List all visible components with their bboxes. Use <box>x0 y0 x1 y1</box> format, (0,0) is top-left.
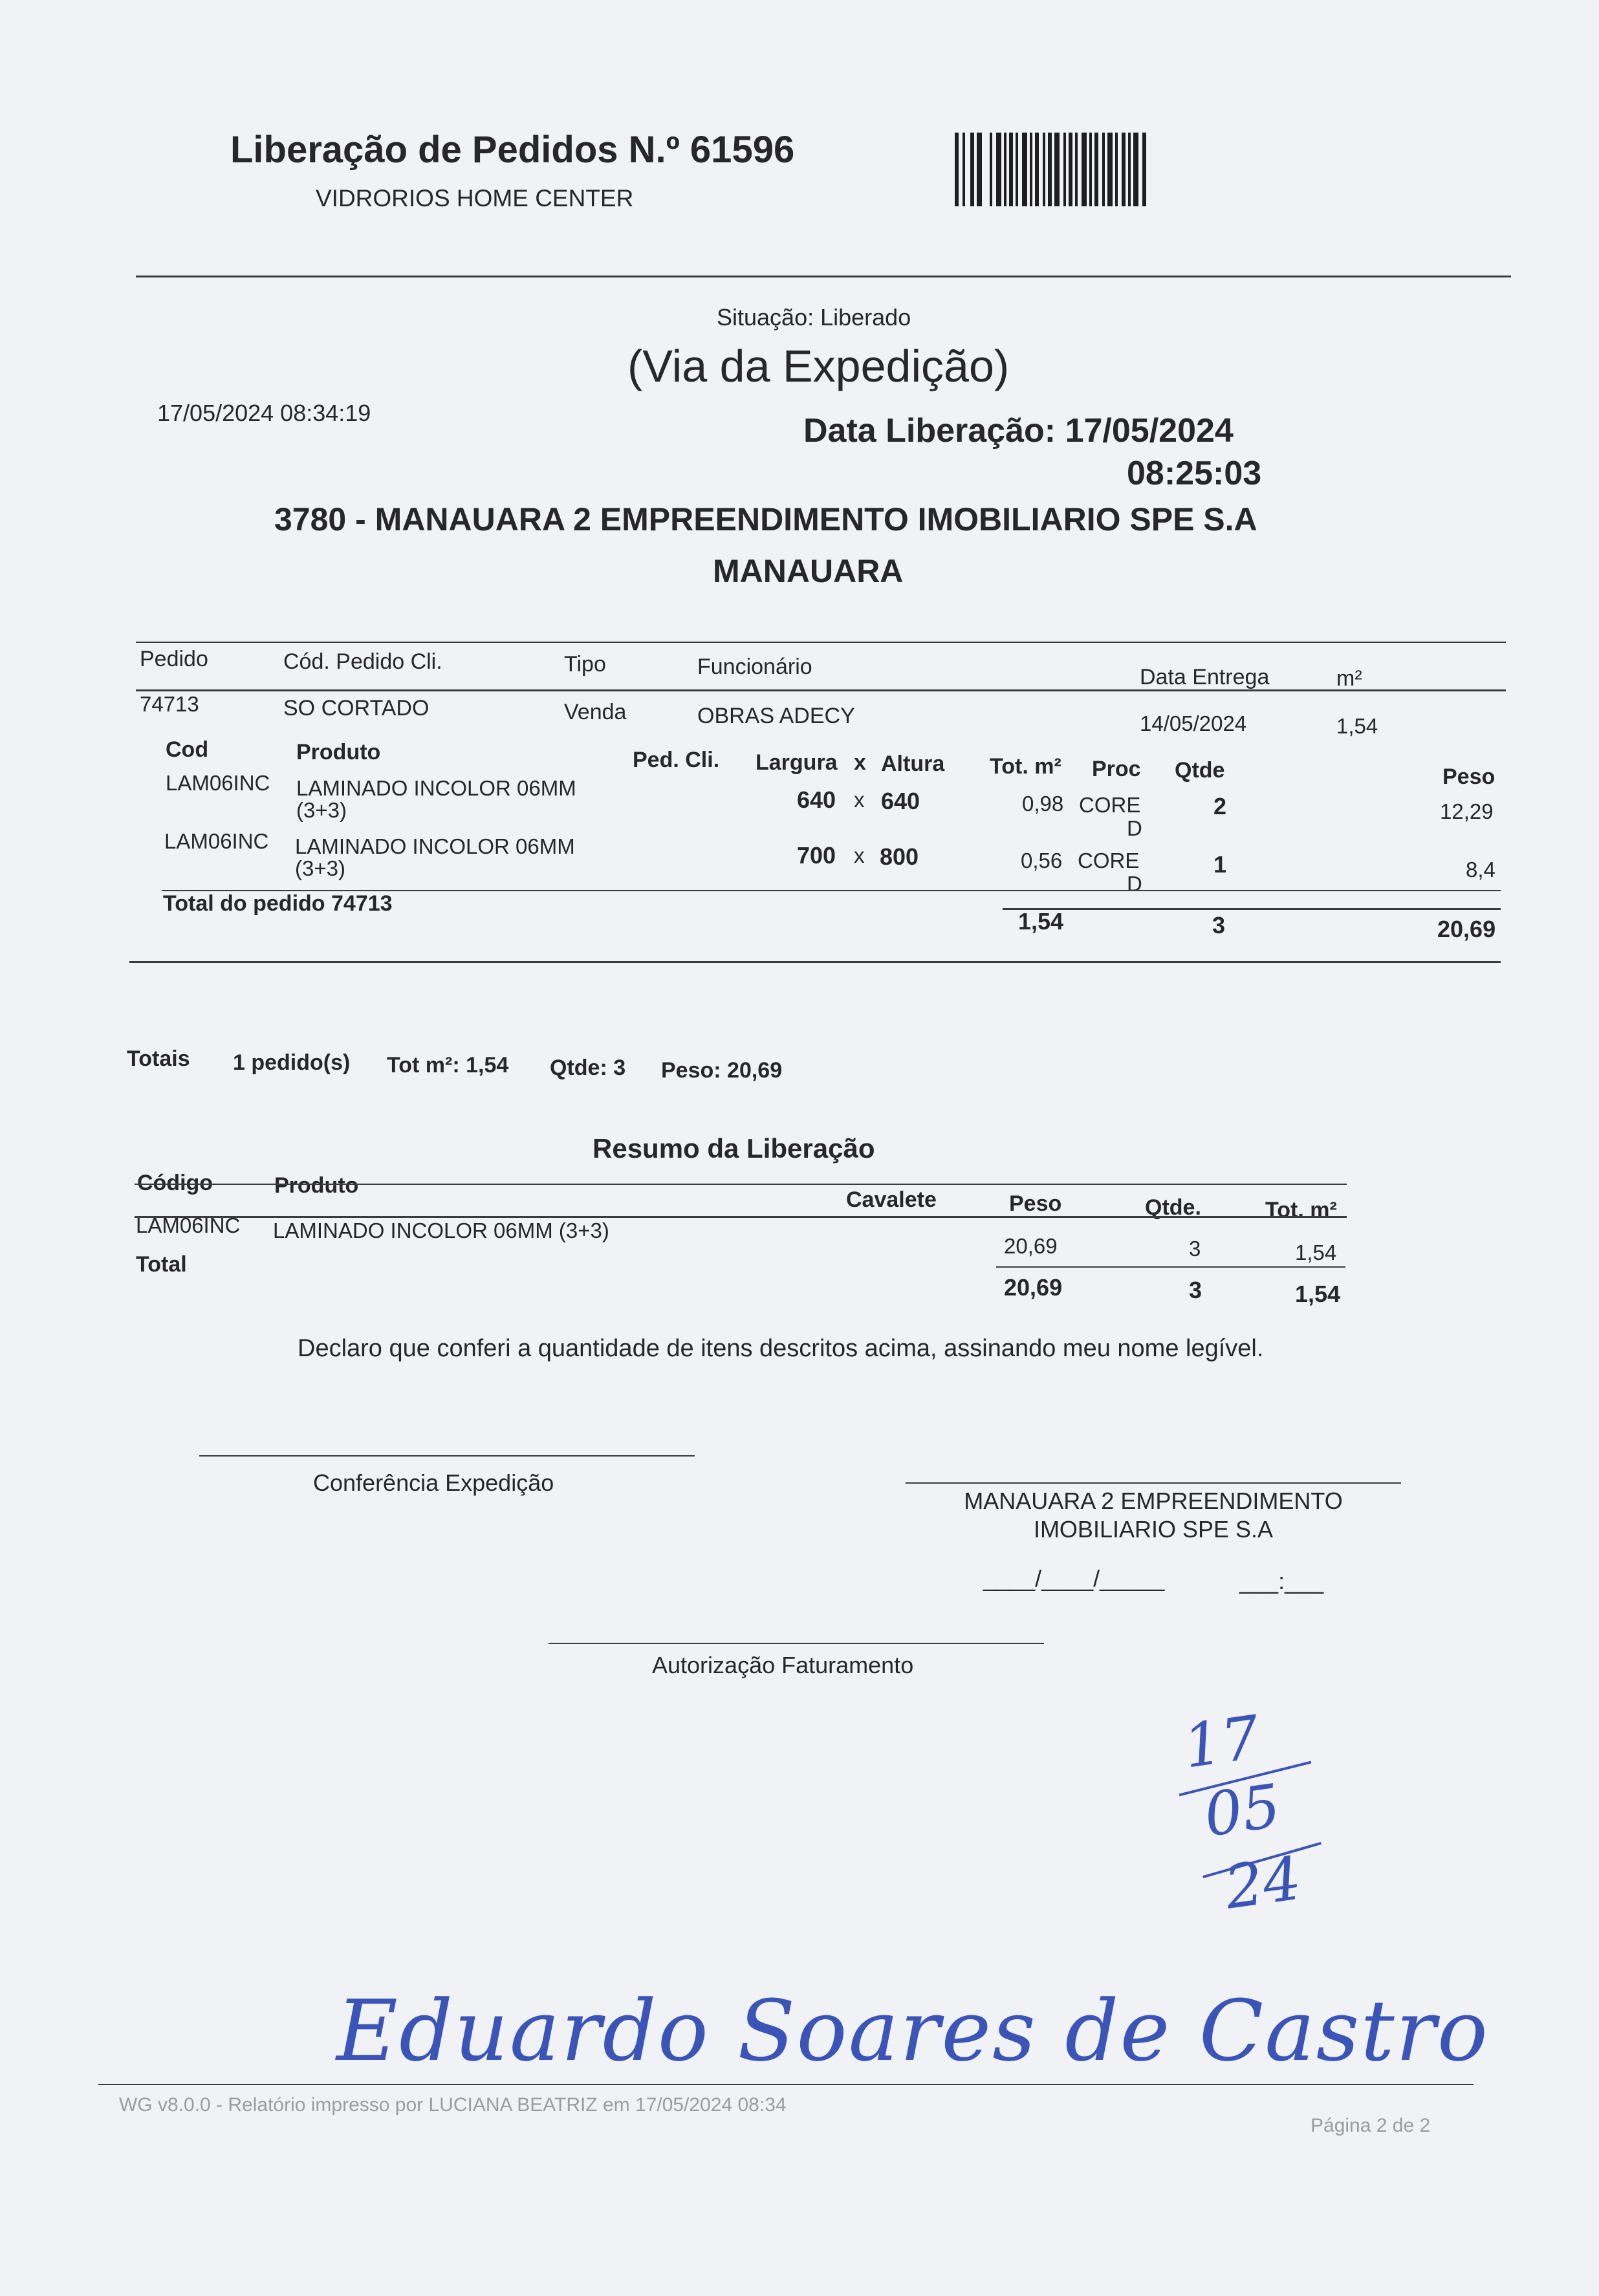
handwritten-year: 24 <box>1221 1843 1305 1923</box>
status-text: Situação: Liberado <box>717 304 911 330</box>
autorizacao-signature-line <box>549 1643 1044 1644</box>
col-pedido: Pedido <box>140 647 208 671</box>
items-col-largura: Largura <box>756 750 838 775</box>
client-signature-name: MANAUARA 2 EMPREENDIMENTO <box>964 1488 1343 1514</box>
order-funcionario: OBRAS ADECY <box>697 704 855 728</box>
summary-total-rule <box>996 1266 1345 1268</box>
items-col-peso: Peso <box>1442 764 1496 789</box>
item-produto: LAMINADO INCOLOR 06MM <box>295 834 575 858</box>
summary-qtde: 3 <box>1189 1237 1201 1261</box>
summary-peso: 20,69 <box>1004 1234 1058 1258</box>
totals-label: Totais <box>127 1046 190 1071</box>
summary-total-qtde: 3 <box>1189 1277 1202 1303</box>
summary-col-tot-m2: Tot. m² <box>1265 1198 1337 1222</box>
order-total-label: Total do pedido 74713 <box>163 891 393 916</box>
col-data-entrega: Data Entrega <box>1140 665 1270 689</box>
item-largura: 640 <box>797 786 836 813</box>
handwritten-signature: Eduardo Soares de Castro <box>336 1982 1490 2080</box>
items-total-subrule <box>1003 908 1501 910</box>
summary-header-rule <box>135 1216 1347 1218</box>
handwritten-month: 05 <box>1200 1771 1285 1850</box>
order-total-m2: 1,54 <box>1018 908 1064 935</box>
client-signature-line <box>906 1482 1401 1484</box>
item-altura: 800 <box>880 843 919 870</box>
company-name: VIDRORIOS HOME CENTER <box>316 185 634 211</box>
client-signature-name-2: IMOBILIARIO SPE S.A <box>1033 1516 1274 1543</box>
summary-col-codigo: Código <box>137 1171 213 1195</box>
col-tipo: Tipo <box>564 652 606 677</box>
item-proc: CORE <box>1079 793 1141 817</box>
copy-type: (Via da Expedição) <box>627 341 1010 391</box>
item-proc-detail: D <box>1127 872 1142 896</box>
date-blank: ____/____/_____ <box>983 1565 1165 1592</box>
item-proc-detail: D <box>1127 816 1142 840</box>
release-date: Data Liberação: 17/05/2024 <box>803 412 1234 449</box>
footer-report-info: WG v8.0.0 - Relatório impresso por LUCIANA BEATRIZ em 17/05/2024 08:34 <box>119 2094 787 2116</box>
client-short-name: MANAUARA <box>713 553 904 589</box>
client-name: 3780 - MANAUARA 2 EMPREENDIMENTO IMOBILIARIO SPE S.A <box>274 501 1257 537</box>
items-col-x: x <box>854 750 866 775</box>
conferencia-signature-line <box>199 1455 695 1457</box>
time-blank: ___:___ <box>1239 1568 1324 1594</box>
order-tipo: Venda <box>564 700 627 724</box>
item-peso: 12,29 <box>1440 799 1494 823</box>
handwritten-day: 17 <box>1179 1702 1264 1782</box>
items-col-tot-m2: Tot. m² <box>990 754 1061 779</box>
item-x: x <box>854 843 865 867</box>
item-tot-m2: 0,56 <box>1021 849 1063 872</box>
summary-col-qtde: Qtde. <box>1145 1195 1201 1220</box>
order-total-qtde: 3 <box>1212 912 1226 938</box>
document-title: Liberação de Pedidos N.º 61596 <box>230 129 795 171</box>
barcode <box>955 133 1198 206</box>
items-col-cod: Cod <box>166 737 209 762</box>
order-cod-cli: SO CORTADO <box>283 696 430 720</box>
summary-col-cavalete: Cavalete <box>846 1187 937 1212</box>
summary-title: Resumo da Liberação <box>593 1133 875 1164</box>
item-x: x <box>854 788 865 812</box>
item-peso: 8,4 <box>1466 858 1496 882</box>
order-pedido: 74713 <box>140 692 199 716</box>
item-cod: LAM06INC <box>164 829 269 853</box>
summary-tot-m2: 1,54 <box>1295 1240 1337 1264</box>
item-qtde: 1 <box>1213 851 1227 878</box>
item-qtde: 2 <box>1213 793 1227 819</box>
autorizacao-label: Autorização Faturamento <box>652 1652 914 1678</box>
footer-page-number: Página 2 de 2 <box>1311 2115 1431 2136</box>
totals-m2: Tot m²: 1,54 <box>387 1053 509 1078</box>
order-m2: 1,54 <box>1336 714 1378 738</box>
header-divider <box>136 276 1511 277</box>
printed-at: 17/05/2024 08:34:19 <box>157 400 371 426</box>
items-col-altura: Altura <box>881 752 945 776</box>
summary-col-produto: Produto <box>274 1173 359 1198</box>
summary-produto: LAMINADO INCOLOR 06MM (3+3) <box>273 1218 609 1242</box>
release-time: 08:25:03 <box>1127 455 1262 492</box>
col-funcionario: Funcionário <box>697 655 812 679</box>
totals-qtde: Qtde: 3 <box>550 1056 626 1080</box>
conferencia-label: Conferência Expedição <box>313 1469 554 1496</box>
summary-total-peso: 20,69 <box>1004 1274 1063 1301</box>
summary-top-rule <box>135 1184 1347 1185</box>
item-cod: LAM06INC <box>166 771 270 795</box>
totals-pedidos: 1 pedido(s) <box>233 1050 351 1075</box>
items-col-qtde: Qtde <box>1175 758 1225 783</box>
order-data-entrega: 14/05/2024 <box>1140 711 1247 735</box>
item-tot-m2: 0,98 <box>1022 792 1064 816</box>
item-proc: CORE <box>1078 849 1140 872</box>
order-total-peso: 20,69 <box>1437 916 1496 942</box>
order-table-header-rule <box>136 689 1506 691</box>
item-altura: 640 <box>881 788 920 814</box>
items-bottom-rule <box>129 961 1501 963</box>
totals-peso: Peso: 20,69 <box>661 1058 783 1083</box>
summary-codigo: LAM06INC <box>136 1213 241 1237</box>
item-produto-detail: (3+3) <box>296 798 347 822</box>
col-cod-pedido-cli: Cód. Pedido Cli. <box>283 649 442 674</box>
item-produto-detail: (3+3) <box>295 856 345 880</box>
items-col-proc: Proc <box>1092 757 1141 781</box>
items-col-produto: Produto <box>296 740 381 764</box>
declaration-text: Declaro que conferi a quantidade de itens descritos acima, assinando meu nome legível. <box>298 1335 1264 1362</box>
summary-col-peso: Peso <box>1009 1191 1062 1216</box>
items-col-ped-cli: Ped. Cli. <box>633 748 720 772</box>
summary-total-label: Total <box>136 1252 187 1277</box>
footer-rule <box>98 2084 1474 2085</box>
item-produto: LAMINADO INCOLOR 06MM <box>296 776 576 800</box>
col-m2: m² <box>1336 666 1362 691</box>
order-table-top-rule <box>136 642 1506 643</box>
item-largura: 700 <box>797 842 836 869</box>
summary-total-tot-m2: 1,54 <box>1295 1281 1341 1307</box>
